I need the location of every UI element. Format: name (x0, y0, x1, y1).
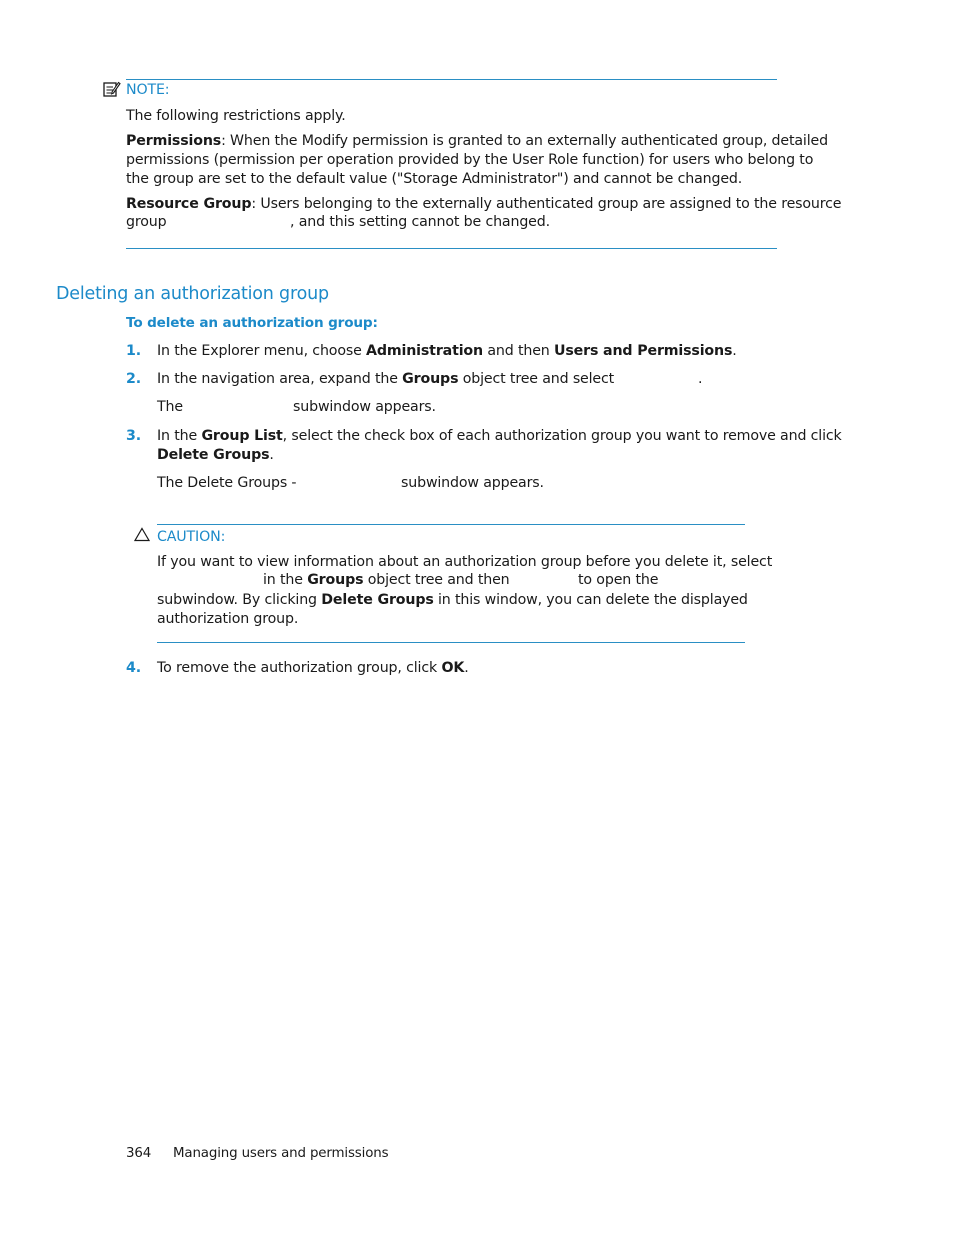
caution-line3-text-a: subwindow. By clicking (157, 592, 322, 608)
caution-line3-text-c: in this window, you can delete the displayed (433, 592, 748, 608)
step-1-administration: Administration (366, 343, 483, 359)
caution-line3 (157, 591, 748, 610)
caution-line2d: to open the (578, 572, 659, 588)
page-number: 364 (126, 1146, 152, 1161)
step-2-text-a: In the navigation area, expand the (157, 371, 403, 387)
note-intro: The following restrictions apply. (126, 108, 346, 124)
step-2-period: . (698, 371, 703, 387)
step-2-text-c: object tree and select (458, 371, 615, 387)
step-4-number: 4. (126, 660, 141, 676)
note-label: NOTE: (126, 82, 170, 98)
step-3-text-d: . (269, 447, 274, 463)
step-2-groups: Groups (402, 371, 459, 387)
caution-label: CAUTION: (157, 529, 226, 545)
permissions-text-1: : When the Modify permission is granted to an externally authenticated group, detailed (221, 133, 828, 149)
step-1-text-c: and then (482, 343, 554, 359)
step-2-result-b: subwindow appears. (293, 399, 436, 415)
step-1-number: 1. (126, 343, 141, 359)
step-4-text-d: . (464, 660, 469, 676)
step-3-result-a: The Delete Groups - (157, 475, 297, 491)
caution-delete-groups: Delete Groups (321, 592, 434, 608)
note-resource-group-line2a: group (126, 214, 167, 230)
procedure-title: To delete an authorization group: (126, 315, 378, 331)
caution-line2-text-c: object tree and then (363, 572, 510, 588)
chapter-title: Managing users and permissions (173, 1146, 389, 1161)
caution-top-rule (157, 524, 745, 525)
caution-line4: authorization group. (157, 611, 299, 627)
step-3-text-a: In the (157, 428, 202, 444)
note-permissions-line2: permissions (permission per operation provided by the User Role function) for users who belong to (126, 152, 814, 168)
caution-icon (134, 527, 150, 542)
caution-bottom-rule (157, 642, 745, 643)
step-4-ok: OK (441, 660, 465, 676)
caution-groups: Groups (307, 572, 364, 588)
step-2-result-a: The (157, 399, 183, 415)
step-3-delete-groups: Delete Groups (157, 447, 270, 463)
step-2-number: 2. (126, 371, 141, 387)
note-bottom-rule (126, 248, 777, 249)
resource-group-text-1: : Users belonging to the externally authenticated group are assigned to the resource (251, 196, 842, 212)
note-resource-group-line2b: , and this setting cannot be changed. (290, 214, 550, 230)
note-top-rule (126, 79, 777, 80)
resource-group-term: Resource Group (126, 196, 252, 212)
step-1-text-d: . (732, 343, 737, 359)
caution-line2a (263, 571, 510, 590)
note-resource-group-line1 (126, 195, 841, 214)
step-1-text (157, 342, 737, 361)
step-2-text (157, 370, 614, 389)
step-4-text-a: To remove the authorization group, click (157, 660, 442, 676)
note-permissions-line1 (126, 132, 828, 151)
step-3-result-b: subwindow appears. (401, 475, 544, 491)
caution-line1: If you want to view information about an authorization group before you delete it, select (157, 554, 773, 570)
step-1-users-permissions: Users and Permissions (553, 343, 733, 359)
step-1-text-a: In the Explorer menu, choose (157, 343, 367, 359)
step-3-number: 3. (126, 428, 141, 444)
step-3-text-line2 (157, 446, 274, 465)
note-icon (103, 81, 121, 98)
note-permissions-line3: the group are set to the default value ("Storage Administrator") and cannot be changed. (126, 171, 743, 187)
section-heading: Deleting an authorization group (56, 284, 329, 304)
step-4-text (157, 659, 469, 678)
step-3-text-line1 (157, 427, 842, 446)
caution-line2-text-a: in the (263, 572, 308, 588)
step-3-text-c: , select the check box of each authorization group you want to remove and click (282, 428, 842, 444)
step-3-group-list: Group List (201, 428, 283, 444)
permissions-term: Permissions (126, 133, 222, 149)
